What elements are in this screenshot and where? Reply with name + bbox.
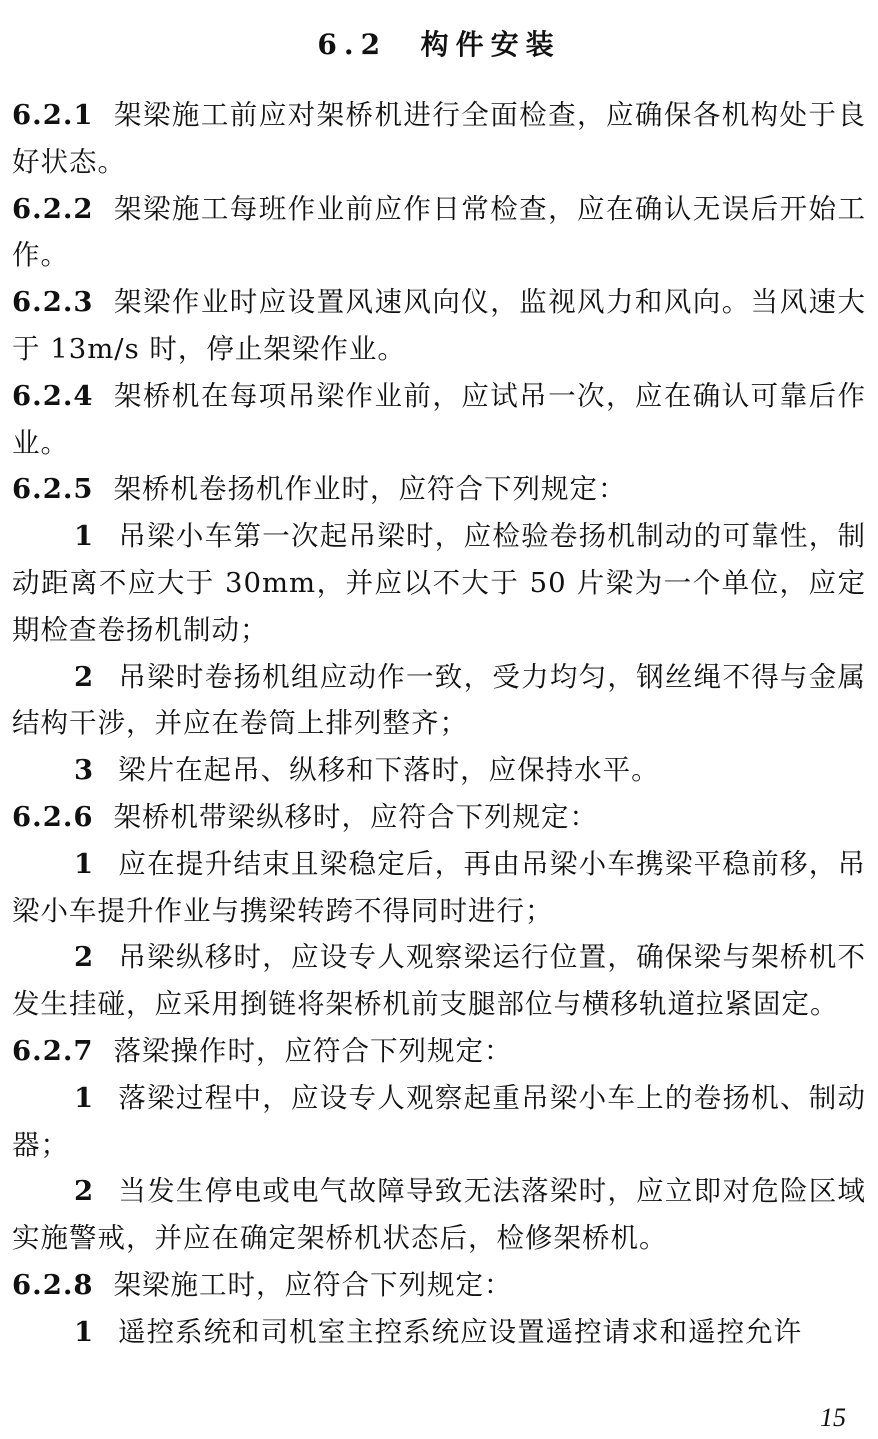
clause-text: 落梁操作时，应符合下列规定： — [113, 1034, 513, 1067]
clause-6-2-6-item-2 — [12, 934, 866, 1028]
clause-6-2-7-item-2 — [12, 1168, 866, 1262]
item-number: 1 — [74, 1081, 95, 1114]
item-number: 1 — [74, 1315, 95, 1348]
item-text: 吊梁小车第一次起吊梁时，应检验卷扬机制动的可靠性，制动距离不应大于 30mm，并应以不大于 50 片梁为一个单位，应定期检查卷扬机制动； — [12, 520, 866, 646]
item-text: 应在提升结束且梁稳定后，再由吊梁小车携梁平稳前移，吊梁小车提升作业与携梁转跨不得同时进行； — [12, 847, 866, 927]
clause-6-2-4 — [12, 373, 866, 467]
clause-6-2-7 — [12, 1028, 866, 1075]
item-number: 1 — [74, 847, 95, 880]
item-number: 2 — [74, 1175, 95, 1208]
clause-6-2-7-item-1 — [12, 1075, 866, 1169]
item-text: 当发生停电或电气故障导致无法落梁时，应立即对危险区域实施警戒，并应在确定架桥机状态后，检修架桥机。 — [12, 1175, 866, 1255]
clause-text: 架梁施工时，应符合下列规定： — [113, 1268, 513, 1301]
clause-6-2-3 — [12, 279, 866, 373]
clause-6-2-6-item-1 — [12, 841, 866, 935]
clause-text: 架梁作业时应设置风速风向仪，监视风力和风向。当风速大于 13m/s 时，停止架梁作业。 — [12, 286, 866, 365]
clause-text: 架梁施工每班作业前应作日常检查，应在确认无误后开始工作。 — [12, 192, 866, 272]
clause-6-2-2 — [12, 186, 866, 280]
clause-text: 架梁施工前应对架桥机进行全面检查，应确保各机构处于良好状态。 — [12, 99, 866, 178]
clause-number: 6.2.8 — [12, 1268, 94, 1301]
clause-number: 6.2.2 — [12, 192, 94, 225]
item-text: 梁片在起吊、纵移和下落时，应保持水平。 — [118, 754, 660, 787]
section-heading — [12, 22, 866, 68]
clause-number: 6.2.4 — [12, 379, 94, 412]
clause-6-2-5-item-3 — [12, 747, 866, 794]
clause-6-2-5-item-2 — [12, 654, 866, 748]
clause-number: 6.2.5 — [12, 473, 94, 506]
page-number: 15 — [820, 1403, 846, 1432]
clause-number: 6.2.1 — [12, 99, 94, 131]
clause-6-2-8-item-1 — [12, 1309, 866, 1356]
item-number: 1 — [74, 520, 95, 553]
item-number: 2 — [74, 660, 95, 693]
clause-text: 架桥机在每项吊梁作业前，应试吊一次，应在确认可靠后作业。 — [12, 379, 866, 459]
clause-number: 6.2.6 — [12, 800, 94, 833]
section-title: 构件安装 — [420, 28, 561, 61]
item-text: 吊梁时卷扬机组应动作一致，受力均匀，钢丝绳不得与金属结构干涉，并应在卷筒上排列整齐； — [12, 660, 866, 740]
clause-6-2-1 — [12, 92, 866, 186]
clause-6-2-8 — [12, 1262, 866, 1309]
clause-6-2-5-item-1 — [12, 513, 866, 653]
item-number: 2 — [74, 941, 95, 974]
item-text: 落梁过程中，应设专人观察起重吊梁小车上的卷扬机、制动器； — [12, 1081, 866, 1161]
clause-number: 6.2.7 — [12, 1034, 94, 1067]
clause-text: 架桥机带梁纵移时，应符合下列规定： — [113, 800, 599, 833]
item-number: 3 — [74, 754, 95, 787]
clause-6-2-5 — [12, 466, 866, 513]
item-text: 遥控系统和司机室主控系统应设置遥控请求和遥控允许 — [118, 1315, 803, 1348]
section-number: 6.2 — [317, 28, 388, 61]
clause-number: 6.2.3 — [12, 286, 94, 319]
clause-6-2-6 — [12, 794, 866, 841]
item-text: 吊梁纵移时，应设专人观察梁运行位置，确保梁与架桥机不发生挂碰，应采用捯链将架桥机前支腿部位与横移轨道拉紧固定。 — [12, 941, 866, 1021]
clause-text: 架桥机卷扬机作业时，应符合下列规定： — [113, 473, 627, 506]
